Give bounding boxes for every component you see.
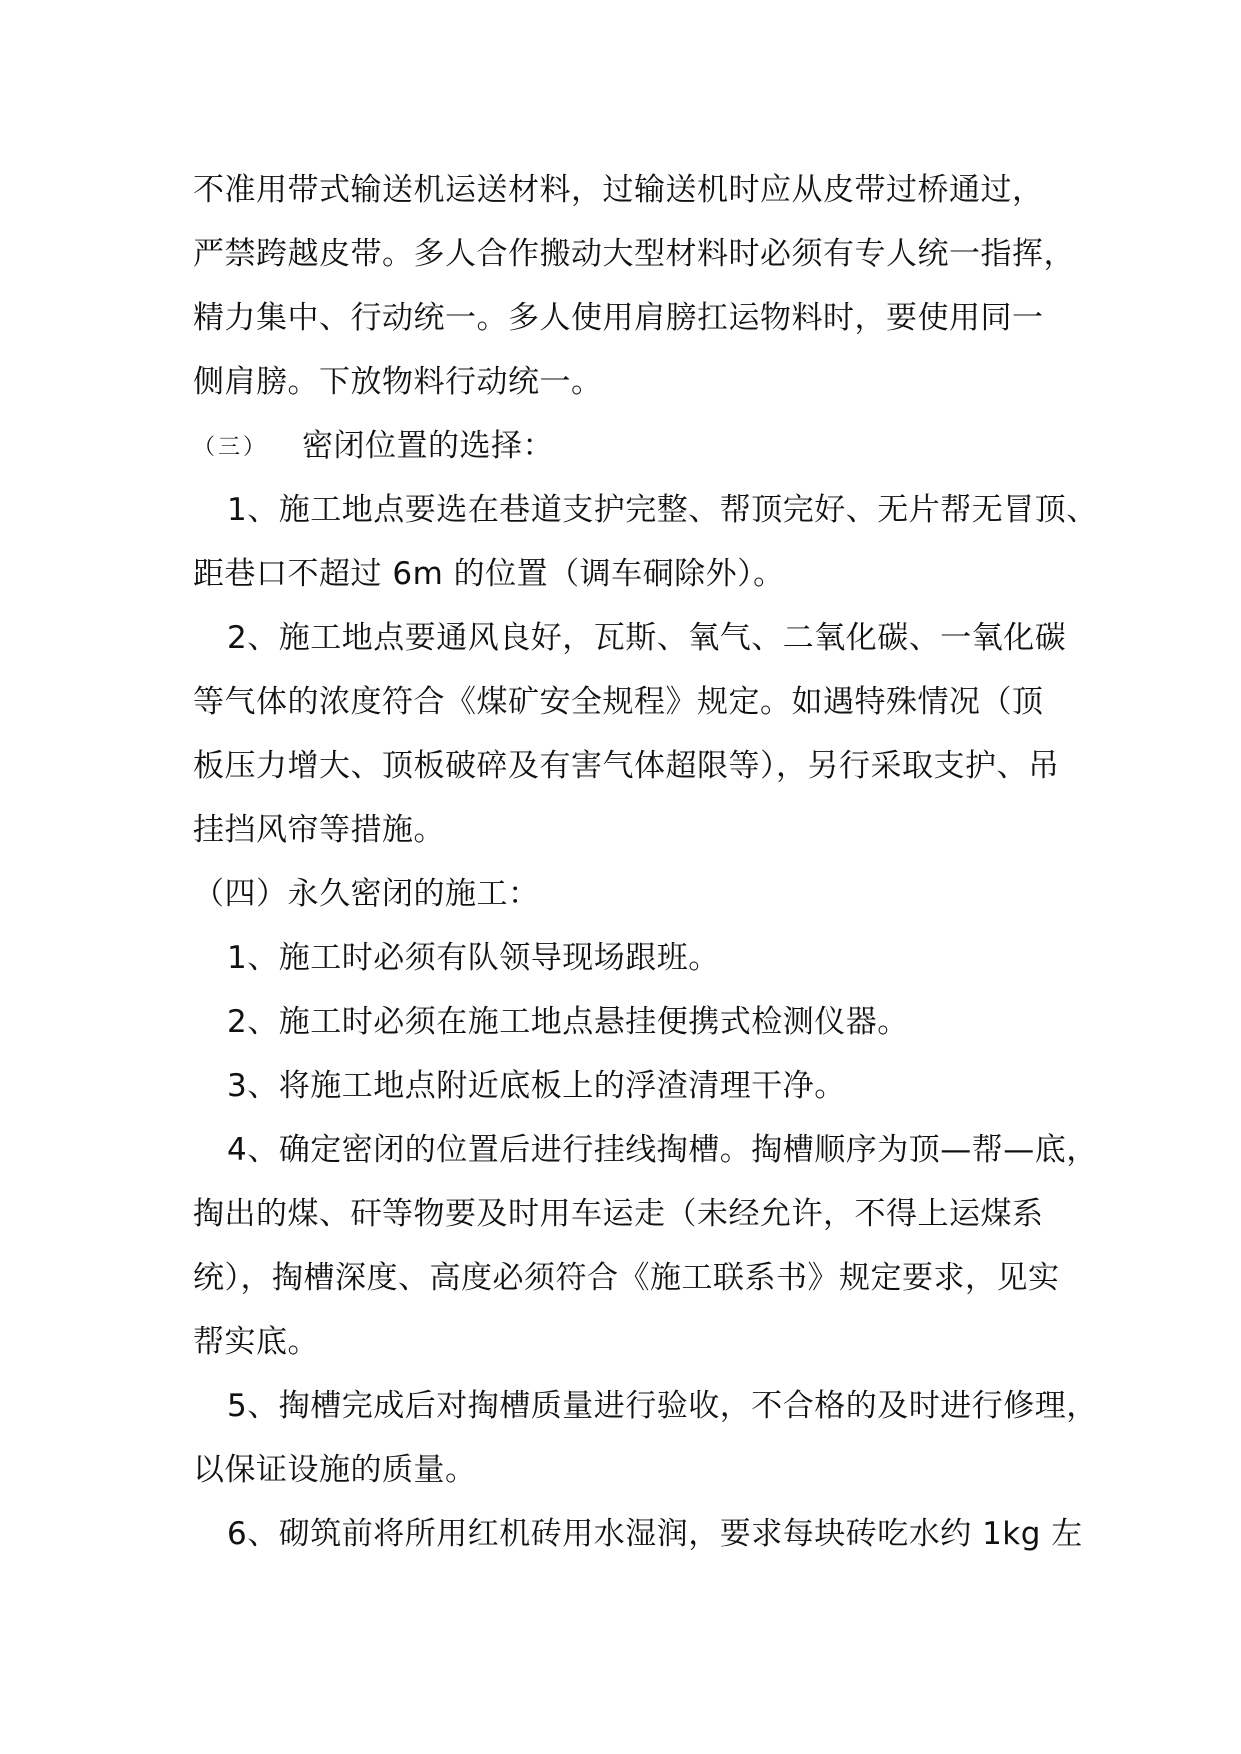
paragraph-line: 严禁跨越皮带。多人合作搬动大型材料时必须有专人统一指挥， <box>193 236 1075 272</box>
list-item-line: 1、施工时必须有队领导现场跟班。 <box>227 940 720 976</box>
list-item-line: 5、掏槽完成后对掏槽质量进行验收，不合格的及时进行修理， <box>227 1388 1098 1424</box>
list-item-line: 2、施工时必须在施工地点悬挂便携式检测仪器。 <box>227 1004 909 1040</box>
paragraph-line: 掏出的煤、矸等物要及时用车运走（未经允许，不得上运煤系 <box>193 1196 1044 1232</box>
paragraph-line: 等气体的浓度符合《煤矿安全规程》规定。如遇特殊情况（顶 <box>193 684 1044 720</box>
paragraph-line: 板压力增大、顶板破碎及有害气体超限等），另行采取支护、吊 <box>193 748 1060 784</box>
paragraph-line: 以保证设施的质量。 <box>193 1452 477 1488</box>
paragraph-line: 侧肩膀。下放物料行动统一。 <box>193 364 603 400</box>
paragraph-line: 不准用带式输送机运送材料，过输送机时应从皮带过桥通过， <box>193 172 1044 208</box>
paragraph-line: 精力集中、行动统一。多人使用肩膀扛运物料时，要使用同一 <box>193 300 1044 336</box>
paragraph-line: 距巷口不超过 6m 的位置（调车硐除外）。 <box>193 556 785 592</box>
paragraph-line: 挂挡风帘等措施。 <box>193 812 445 848</box>
section-heading-4: （四）永久密闭的施工： <box>193 876 540 912</box>
list-item-line: 3、将施工地点附近底板上的浮渣清理干净。 <box>227 1068 846 1104</box>
paragraph-line: 帮实底。 <box>193 1324 319 1360</box>
list-item-line: 1、施工地点要选在巷道支护完整、帮顶完好、无片帮无冒顶、 <box>227 492 1098 528</box>
paragraph-line: 统），掏槽深度、高度必须符合《施工联系书》规定要求，见实 <box>193 1260 1060 1296</box>
section-title: 密闭位置的选择： <box>302 428 555 464</box>
document-body <box>193 158 1113 1566</box>
section-number: （三） <box>193 435 269 460</box>
list-item-line: 2、施工地点要通风良好，瓦斯、氧气、二氧化碳、一氧化碳 <box>227 620 1067 656</box>
section-heading-3 <box>193 414 1113 478</box>
list-item-line: 4、确定密闭的位置后进行挂线掏槽。掏槽顺序为顶—帮—底， <box>227 1132 1098 1168</box>
list-item-line: 6、砌筑前将所用红机砖用水湿润，要求每块砖吃水约 1kg 左 <box>227 1516 1083 1552</box>
